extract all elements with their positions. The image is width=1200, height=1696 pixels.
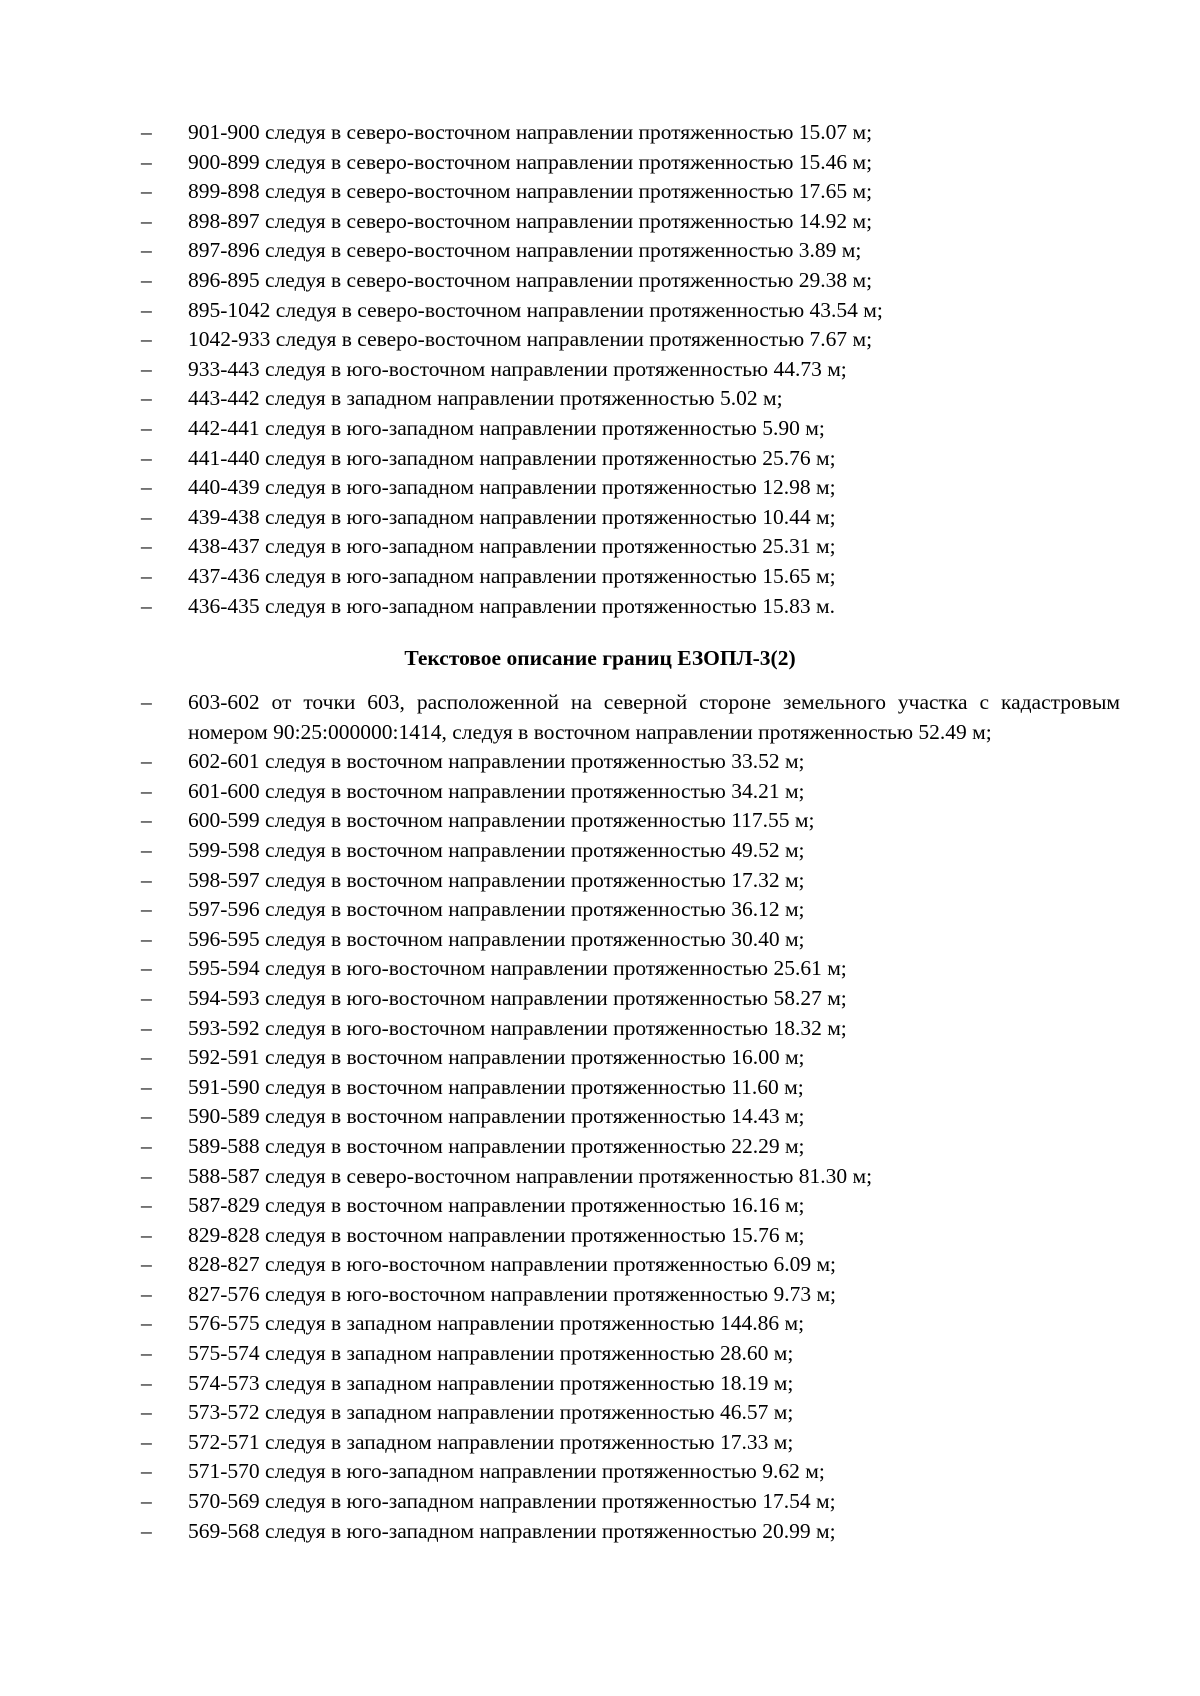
list-item-text: 597-596 следуя в восточном направлении протяженностью 36.12 м; xyxy=(188,897,805,922)
list-item-text: 593-592 следуя в юго-восточном направлении протяженностью 18.32 м; xyxy=(188,1015,847,1040)
list-item xyxy=(0,1398,1200,1428)
list-item xyxy=(0,1369,1200,1399)
list-item xyxy=(0,266,1200,296)
list-item-text: 596-595 следуя в восточном направлении протяженностью 30.40 м; xyxy=(188,926,805,951)
list-item-text: 440-439 следуя в юго-западном направлении протяженностью 12.98 м; xyxy=(188,475,836,500)
dash-marker: – xyxy=(141,563,152,588)
dash-marker: – xyxy=(141,534,152,559)
dash-marker: – xyxy=(141,1459,152,1484)
list-item xyxy=(0,1457,1200,1487)
dash-marker: – xyxy=(141,837,152,862)
dash-marker: – xyxy=(141,690,152,714)
dash-marker: – xyxy=(141,208,152,233)
dash-marker: – xyxy=(141,593,152,618)
dash-marker: – xyxy=(141,356,152,381)
list-item-text: 590-589 следуя в восточном направлении протяженностью 14.43 м; xyxy=(188,1104,805,1129)
list-item xyxy=(0,806,1200,836)
list-item xyxy=(0,414,1200,444)
list-item-text: 899-898 следуя в северо-восточном направлении протяженностью 17.65 м; xyxy=(188,179,873,204)
list-item xyxy=(0,954,1200,984)
dash-marker: – xyxy=(141,867,152,892)
list-item-text: 438-437 следуя в юго-западном направлении протяженностью 25.31 м; xyxy=(188,534,836,559)
list-item xyxy=(0,836,1200,866)
list-item xyxy=(0,1043,1200,1073)
dash-marker: – xyxy=(141,297,152,322)
list-item xyxy=(0,895,1200,925)
dash-marker: – xyxy=(141,1370,152,1395)
list-item xyxy=(0,207,1200,237)
list-item-text: 574-573 следуя в западном направлении протяженностью 18.19 м; xyxy=(188,1370,794,1395)
list-item xyxy=(0,866,1200,896)
list-item xyxy=(0,562,1200,592)
list-item xyxy=(0,1339,1200,1369)
dash-marker: – xyxy=(141,1045,152,1070)
list-item-text: 602-601 следуя в восточном направлении протяженностью 33.52 м; xyxy=(188,749,805,774)
list-item-text: 901-900 следуя в северо-восточном направлении протяженностью 15.07 м; xyxy=(188,120,873,144)
list-item xyxy=(0,444,1200,474)
dash-marker: – xyxy=(141,1341,152,1366)
dash-marker: – xyxy=(141,778,152,803)
list-item xyxy=(0,1428,1200,1458)
list-item xyxy=(0,984,1200,1014)
dash-marker: – xyxy=(141,1400,152,1425)
dash-marker: – xyxy=(141,1489,152,1514)
list-item-text: 896-895 следуя в северо-восточном направлении протяженностью 29.38 м; xyxy=(188,267,873,292)
list-item xyxy=(0,1014,1200,1044)
list-item xyxy=(0,473,1200,503)
list-item xyxy=(0,296,1200,326)
list-item xyxy=(0,1517,1200,1547)
dash-marker: – xyxy=(141,1074,152,1099)
boundary-list-ezopl-3-2 xyxy=(0,688,1200,1546)
list-item-text: 576-575 следуя в западном направлении протяженностью 144.86 м; xyxy=(188,1311,805,1336)
list-item-text: 436-435 следуя в юго-западном направлении протяженностью 15.83 м. xyxy=(188,593,835,618)
list-item-text: 570-569 следуя в юго-западном направлении протяженностью 17.54 м; xyxy=(188,1489,836,1514)
dash-marker: – xyxy=(141,985,152,1010)
list-item-text: 933-443 следуя в юго-восточном направлении протяженностью 44.73 м; xyxy=(188,356,847,381)
dash-marker: – xyxy=(141,1193,152,1218)
list-item-text: 600-599 следуя в восточном направлении протяженностью 117.55 м; xyxy=(188,808,815,833)
dash-marker: – xyxy=(141,267,152,292)
boundary-list-continued xyxy=(0,118,1200,621)
dash-marker: – xyxy=(141,179,152,204)
dash-marker: – xyxy=(141,1133,152,1158)
dash-marker: – xyxy=(141,749,152,774)
list-item-text: 594-593 следуя в юго-восточном направлении протяженностью 58.27 м; xyxy=(188,985,847,1010)
list-item-text: 601-600 следуя в восточном направлении протяженностью 34.21 м; xyxy=(188,778,805,803)
list-item-text: 571-570 следуя в юго-западном направлении протяженностью 9.62 м; xyxy=(188,1459,825,1484)
dash-marker: – xyxy=(141,238,152,263)
list-item xyxy=(0,355,1200,385)
dash-marker: – xyxy=(141,956,152,981)
list-item-text: 589-588 следуя в восточном направлении протяженностью 22.29 м; xyxy=(188,1133,805,1158)
list-item-text: 587-829 следуя в восточном направлении протяженностью 16.16 м; xyxy=(188,1193,805,1218)
list-item-text: 900-899 следуя в северо-восточном направлении протяженностью 15.46 м; xyxy=(188,149,873,174)
list-item xyxy=(0,236,1200,266)
dash-marker: – xyxy=(141,120,152,144)
dash-marker: – xyxy=(141,1281,152,1306)
list-item-text: 829-828 следуя в восточном направлении протяженностью 15.76 м; xyxy=(188,1222,805,1247)
dash-marker: – xyxy=(141,415,152,440)
list-item-text: 572-571 следуя в западном направлении протяженностью 17.33 м; xyxy=(188,1429,794,1454)
list-item-text: 598-597 следуя в восточном направлении протяженностью 17.32 м; xyxy=(188,867,805,892)
list-item xyxy=(0,1309,1200,1339)
dash-marker: – xyxy=(141,327,152,352)
list-item xyxy=(0,177,1200,207)
dash-marker: – xyxy=(141,445,152,470)
list-item xyxy=(0,747,1200,777)
list-item xyxy=(0,148,1200,178)
dash-marker: – xyxy=(141,1015,152,1040)
dash-marker: – xyxy=(141,475,152,500)
list-item xyxy=(0,503,1200,533)
list-item xyxy=(0,1221,1200,1251)
dash-marker: – xyxy=(141,1311,152,1336)
list-item-text: 591-590 следуя в восточном направлении протяженностью 11.60 м; xyxy=(188,1074,804,1099)
list-item xyxy=(0,1162,1200,1192)
list-item-text: 569-568 следуя в юго-западном направлении протяженностью 20.99 м; xyxy=(188,1518,836,1543)
list-item-text: 441-440 следуя в юго-западном направлении протяженностью 25.76 м; xyxy=(188,445,836,470)
list-item xyxy=(0,1102,1200,1132)
list-item-text: 827-576 следуя в юго-восточном направлении протяженностью 9.73 м; xyxy=(188,1281,837,1306)
dash-marker: – xyxy=(141,386,152,411)
list-item xyxy=(0,1250,1200,1280)
list-item xyxy=(0,777,1200,807)
dash-marker: – xyxy=(141,1104,152,1129)
section-title: Текстовое описание границ ЕЗОПЛ-3(2) xyxy=(404,646,796,670)
list-item-text: 828-827 следуя в юго-восточном направлении протяженностью 6.09 м; xyxy=(188,1252,837,1277)
list-item-text: 599-598 следуя в восточном направлении протяженностью 49.52 м; xyxy=(188,837,805,862)
dash-marker: – xyxy=(141,504,152,529)
list-item-text: 437-436 следуя в юго-западном направлении протяженностью 15.65 м; xyxy=(188,563,836,588)
dash-marker: – xyxy=(141,149,152,174)
dash-marker: – xyxy=(141,808,152,833)
dash-marker: – xyxy=(141,1222,152,1247)
list-item xyxy=(0,925,1200,955)
list-item-text: 603-602 от точки 603, расположенной на северной стороне земельного участка с кадастровым номером 90:25:000000:1414, следуя в восточном направлении протяженностью 52.49 м; xyxy=(188,690,1120,744)
dash-marker: – xyxy=(141,897,152,922)
dash-marker: – xyxy=(141,1518,152,1543)
list-item-text: 1042-933 следуя в северо-восточном направлении протяженностью 7.67 м; xyxy=(188,327,873,352)
list-item xyxy=(0,1132,1200,1162)
list-item-text: 595-594 следуя в юго-восточном направлении протяженностью 25.61 м; xyxy=(188,956,847,981)
list-item xyxy=(0,325,1200,355)
dash-marker: – xyxy=(141,1429,152,1454)
list-item xyxy=(0,384,1200,414)
list-item-text: 439-438 следуя в юго-западном направлении протяженностью 10.44 м; xyxy=(188,504,836,529)
list-item xyxy=(0,688,1200,747)
list-item-text: 895-1042 следуя в северо-восточном направлении протяженностью 43.54 м; xyxy=(188,297,883,322)
dash-marker: – xyxy=(141,926,152,951)
list-item xyxy=(0,1191,1200,1221)
list-item xyxy=(0,1280,1200,1310)
list-item-text: 897-896 следуя в северо-восточном направлении протяженностью 3.89 м; xyxy=(188,238,862,263)
list-item-text: 442-441 следуя в юго-западном направлении протяженностью 5.90 м; xyxy=(188,415,825,440)
list-item-text: 588-587 следуя в северо-восточном направлении протяженностью 81.30 м; xyxy=(188,1163,873,1188)
list-item xyxy=(0,118,1200,148)
list-item xyxy=(0,1073,1200,1103)
list-item-text: 443-442 следуя в западном направлении протяженностью 5.02 м; xyxy=(188,386,783,411)
list-item-text: 898-897 следуя в северо-восточном направлении протяженностью 14.92 м; xyxy=(188,208,873,233)
dash-marker: – xyxy=(141,1163,152,1188)
list-item xyxy=(0,592,1200,622)
dash-marker: – xyxy=(141,1252,152,1277)
list-item-text: 592-591 следуя в восточном направлении протяженностью 16.00 м; xyxy=(188,1045,805,1070)
list-item-text: 573-572 следуя в западном направлении протяженностью 46.57 м; xyxy=(188,1400,794,1425)
list-item xyxy=(0,532,1200,562)
list-item xyxy=(0,1487,1200,1517)
list-item-text: 575-574 следуя в западном направлении протяженностью 28.60 м; xyxy=(188,1341,794,1366)
